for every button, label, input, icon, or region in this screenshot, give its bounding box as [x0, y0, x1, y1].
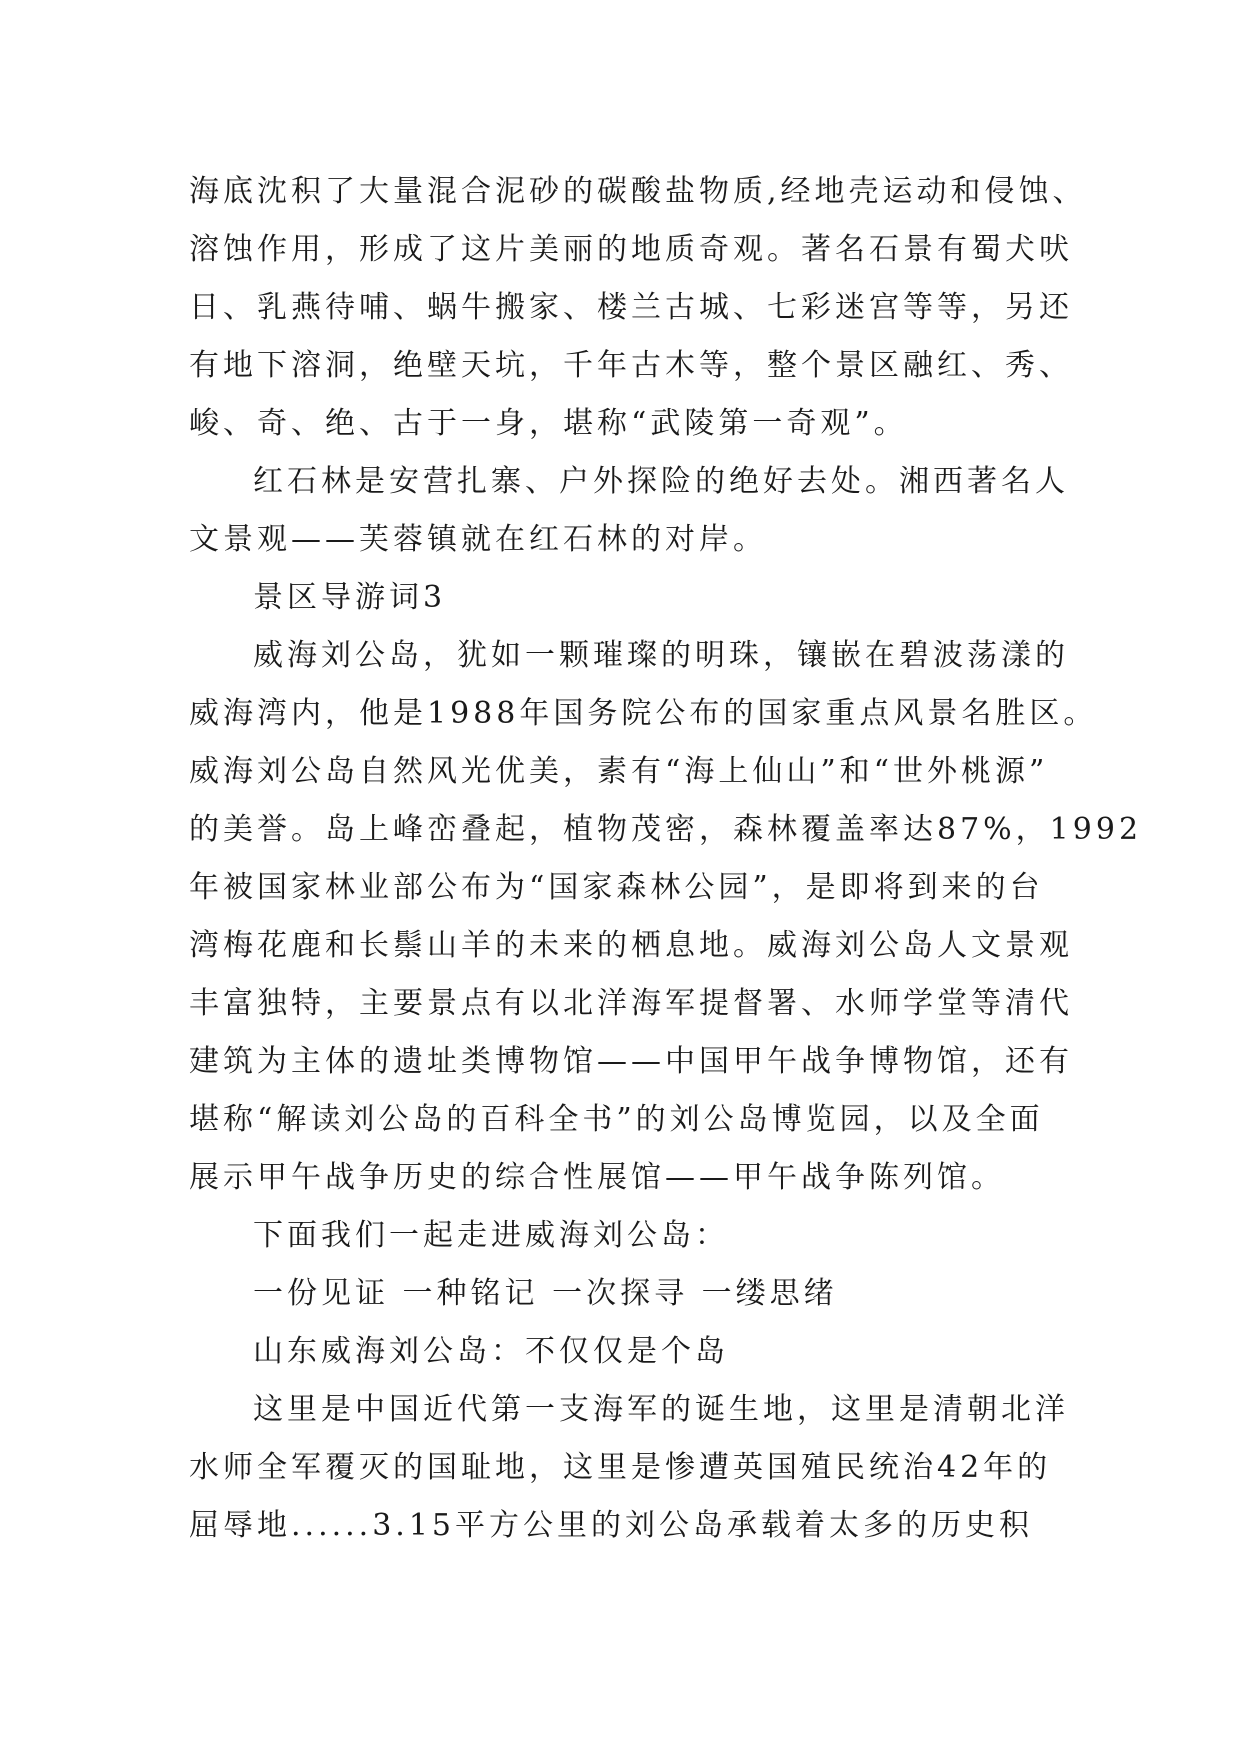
- text-line: 建筑为主体的遗址类博物馆——中国甲午战争博物馆，还有: [189, 1044, 1073, 1079]
- text-line: 屈辱地......3.15平方公里的刘公岛承载着太多的历史积: [189, 1508, 1034, 1543]
- text-line: 丰富独特，主要景点有以北洋海军提督署、水师学堂等清代: [189, 986, 1073, 1021]
- paragraph-start-line: 下面我们一起走进威海刘公岛：: [253, 1218, 729, 1253]
- text-line: 水师全军覆灭的国耻地，这里是惨遭英国殖民统治42年的: [189, 1450, 1052, 1485]
- paragraph-start-line: 红石林是安营扎寨、户外探险的绝好去处。湘西著名人: [253, 464, 1069, 499]
- text-line: 威海湾内，他是1988年国务院公布的国家重点风景名胜区。: [189, 696, 1098, 731]
- text-line: 年被国家林业部公布为“国家森林公园”，是即将到来的台: [189, 870, 1044, 905]
- text-line: 有地下溶洞，绝壁天坑，千年古木等，整个景区融红、秀、: [189, 348, 1073, 383]
- text-line: 溶蚀作用，形成了这片美丽的地质奇观。著名石景有蜀犬吠: [189, 232, 1073, 267]
- text-line: 展示甲午战争历史的综合性展馆——甲午战争陈列馆。: [189, 1160, 1005, 1195]
- text-line: 堪称“解读刘公岛的百科全书”的刘公岛博览园，以及全面: [189, 1102, 1044, 1137]
- paragraph-start-line: 山东威海刘公岛：不仅仅是个岛: [253, 1334, 729, 1369]
- text-line: 文景观——芙蓉镇就在红石林的对岸。: [189, 522, 767, 557]
- text-line: 威海刘公岛自然风光优美，素有“海上仙山”和“世外桃源”: [189, 754, 1049, 789]
- text-line: 海底沈积了大量混合泥砂的碳酸盐物质,经地壳运动和侵蚀、: [189, 174, 1087, 209]
- paragraph-start-line: 一份见证 一种铭记 一次探寻 一缕思绪: [253, 1276, 838, 1311]
- text-line: 峻、奇、绝、古于一身，堪称“武陵第一奇观”。: [189, 406, 908, 441]
- paragraph-start-line: 这里是中国近代第一支海军的诞生地，这里是清朝北洋: [253, 1392, 1069, 1427]
- text-line: 日、乳燕待哺、蜗牛搬家、楼兰古城、七彩迷宫等等，另还: [189, 290, 1073, 325]
- document-body: [189, 163, 1143, 1555]
- text-line: 湾梅花鹿和长鬃山羊的未来的栖息地。威海刘公岛人文景观: [189, 928, 1073, 963]
- text-line: 的美誉。岛上峰峦叠起，植物茂密，森林覆盖率达87%，1992: [189, 812, 1143, 847]
- paragraph-start-line: 威海刘公岛，犹如一颗璀璨的明珠，镶嵌在碧波荡漾的: [253, 638, 1069, 673]
- section-heading: 景区导游词3: [253, 580, 447, 615]
